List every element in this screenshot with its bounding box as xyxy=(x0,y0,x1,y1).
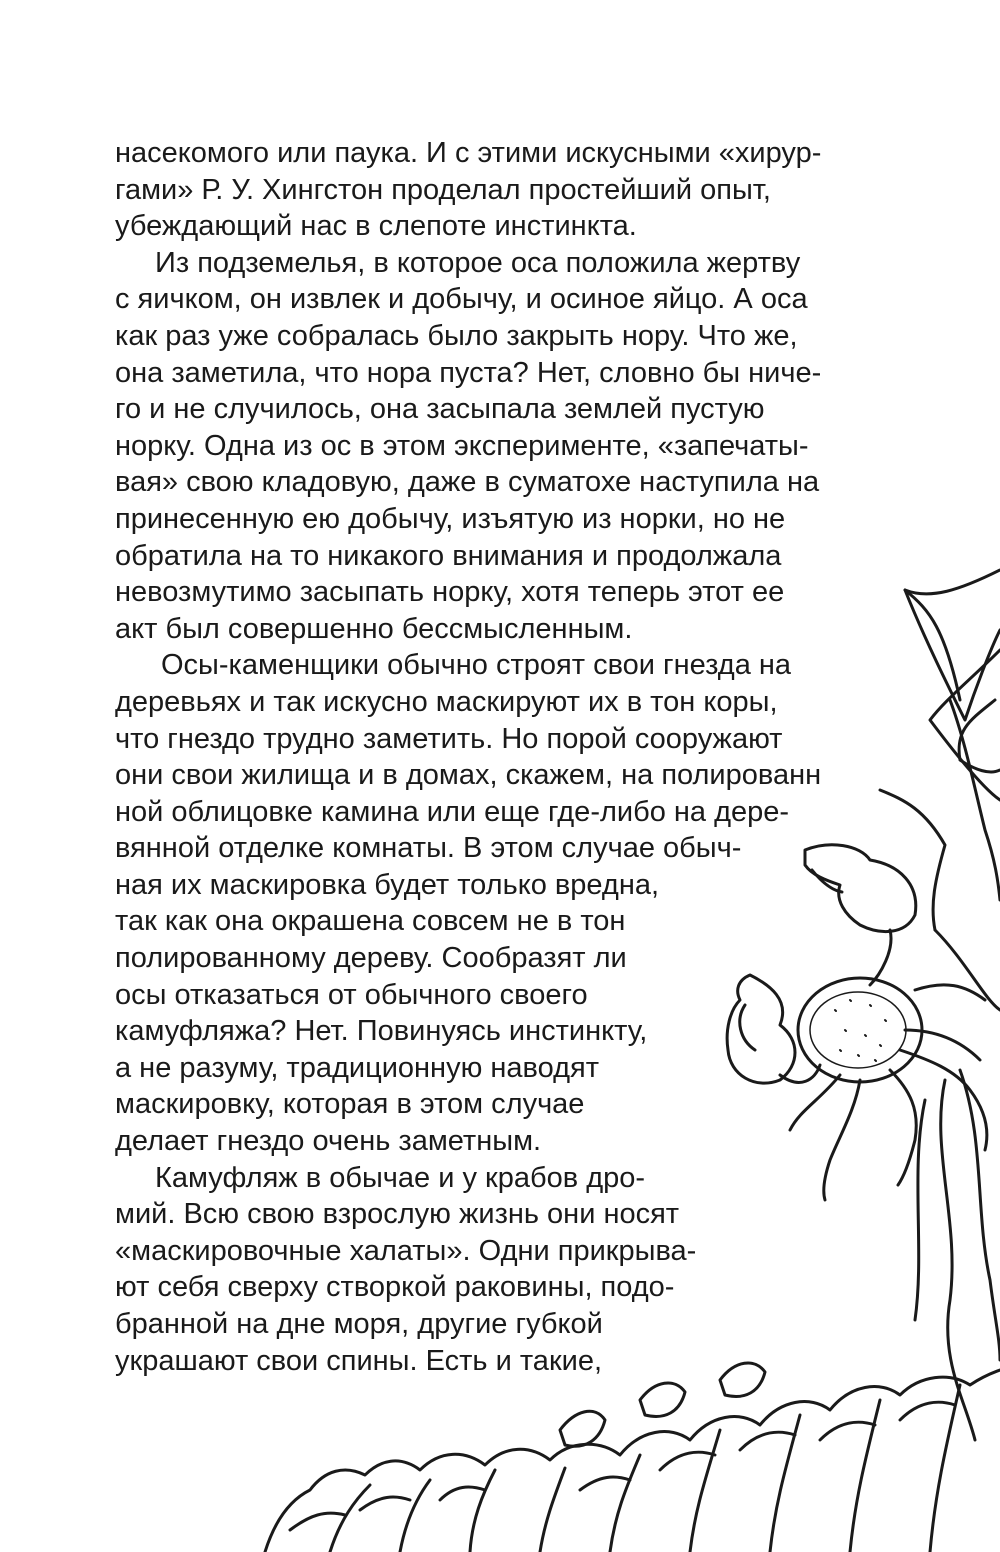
text-line: деревьях и так искусно маскируют их в тон коры, xyxy=(115,685,778,718)
text-line: так как она окрашена совсем не в тон xyxy=(115,905,626,938)
text-line: они свои жилища и в домах, скажем, на полированн xyxy=(115,759,822,792)
text-line: маскировку, которая в этом случае xyxy=(115,1088,585,1121)
text-line: го и не случилось, она засыпала землей пустую xyxy=(115,393,765,426)
text-line: как раз уже собралась было закрыть нору. Что же, xyxy=(115,319,798,352)
paragraph xyxy=(115,135,850,245)
paragraph xyxy=(115,245,850,648)
text-line: насекомого или паука. И с этими искусными «хирур- xyxy=(115,137,822,169)
text-line: норку. Одна из ос в этом эксперименте, «запечаты- xyxy=(115,429,809,462)
text-line: невозмутимо засыпать норку, хотя теперь этот ее xyxy=(115,576,785,609)
text-line: ной облицовке камина или еще где-либо на дере- xyxy=(115,795,790,828)
text-line: обратила на то никакого внимания и продолжала xyxy=(115,539,782,572)
text-line: гами» Р. У. Хингстон проделал простейший опыт, xyxy=(115,173,771,206)
text-line: с яичком, он извлек и добычу, и осиное яйцо. А оса xyxy=(115,283,808,316)
text-line: бранной на дне моря, другие губкой xyxy=(115,1308,603,1340)
text-line: вянной отделке комнаты. В этом случае обыч- xyxy=(115,832,742,865)
text-line: что гнездо трудно заметить. Но порой сооружают xyxy=(115,722,783,755)
text-line: украшают свои спины. Есть и такие, xyxy=(115,1344,603,1377)
coral-icon xyxy=(265,1370,1000,1552)
text-line: делает гнездо очень заметным. xyxy=(115,1125,542,1158)
text-line: акт был совершенно бессмысленным. xyxy=(115,612,633,645)
text-line: Камуфляж в обычае и у крабов дро- xyxy=(155,1161,646,1194)
text-line: Из подземелья, в которое оса положила жертву xyxy=(155,246,801,279)
text-line: «маскировочные халаты». Одни прикрыва- xyxy=(115,1234,697,1267)
text-line: осы отказаться от обычного своего xyxy=(115,978,588,1011)
text-line: полированному дереву. Сообразят ли xyxy=(115,942,627,975)
text-line: она заметила, что нора пуста? Нет, словно бы ниче- xyxy=(115,356,822,389)
text-column xyxy=(115,135,850,1379)
text-line: ная их маскировка будет только вредна, xyxy=(115,868,660,901)
text-line: ют себя сверху створкой раковины, подо- xyxy=(115,1271,675,1304)
text-line: камуфляжа? Нет. Повинуясь инстинкту, xyxy=(115,1015,648,1048)
text-line: а не разуму, традиционную наводят xyxy=(115,1051,599,1084)
text-line: Осы-каменщики обычно строят свои гнезда на xyxy=(161,649,792,682)
seaweed-frond-icon xyxy=(905,570,1000,720)
text-line: вая» свою кладовую, даже в суматохе наступила на xyxy=(115,466,820,499)
text-line: мий. Всю свою взрослую жизнь они носят xyxy=(115,1198,680,1231)
paragraph xyxy=(115,647,850,1159)
paragraph xyxy=(115,1160,850,1380)
text-line: убеждающий нас в слепоте инстинкта. xyxy=(115,210,637,243)
text-line: принесенную ею добычу, изъятую из норки, но не xyxy=(115,502,786,535)
